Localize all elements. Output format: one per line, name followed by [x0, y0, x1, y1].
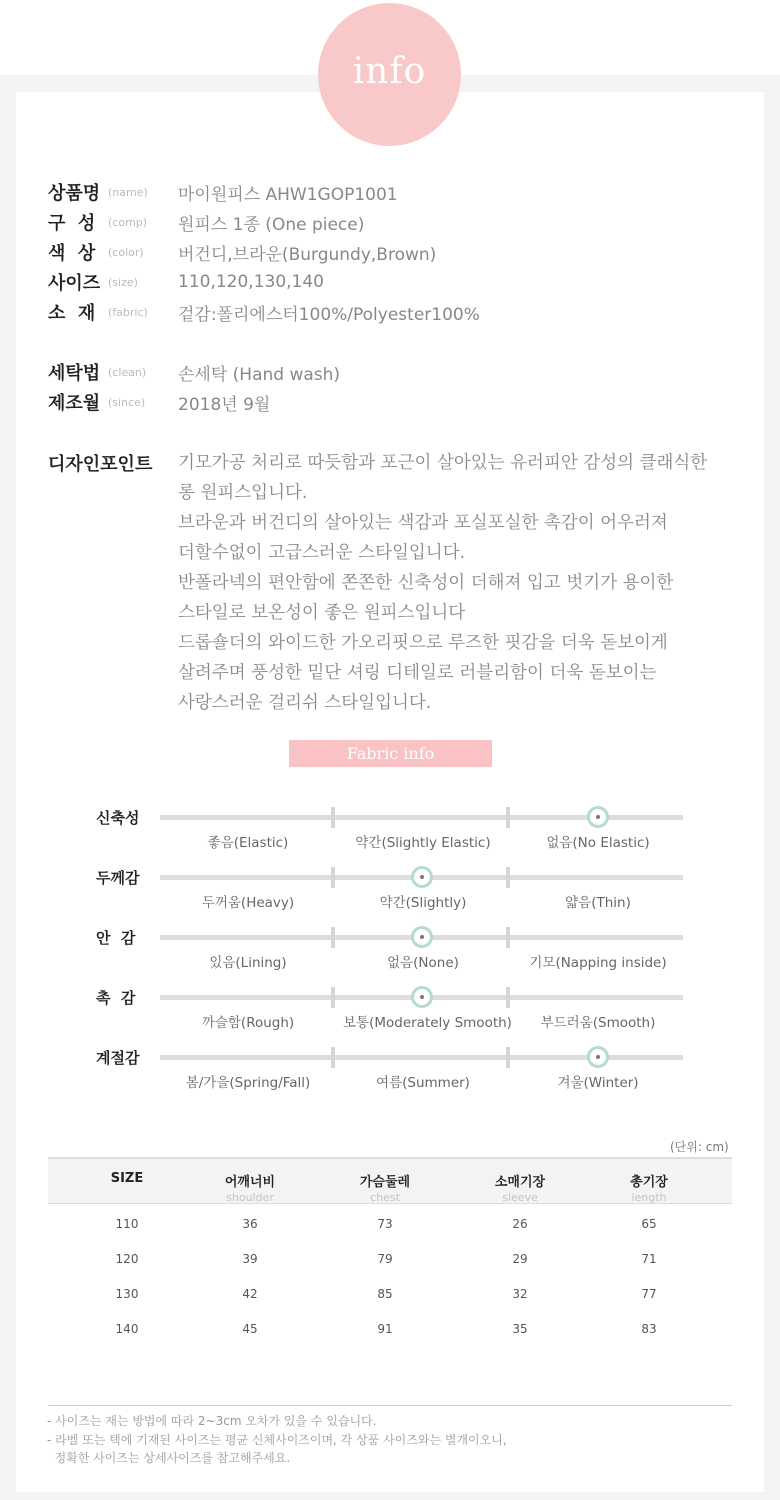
info-sublabel: (fabric) [108, 305, 148, 319]
table-cell: 65 [641, 1217, 657, 1231]
fabric-scale-tick [506, 927, 510, 948]
fabric-scale-option: 보통(Moderately Smooth) [343, 1015, 512, 1031]
fabric-scale-option: 기모(Napping inside) [529, 955, 667, 971]
table-cell: 71 [641, 1252, 657, 1266]
column-header-sublabel: length [631, 1191, 667, 1204]
column-header-sleeve [460, 1159, 580, 1204]
info-value: 손세탁 (Hand wash) [178, 364, 341, 385]
table-cell: 29 [512, 1252, 528, 1266]
fabric-scale-option: 여름(Summer) [376, 1075, 470, 1091]
design-point-line: 반폴라넥의 편안함에 쫀쫀한 신축성이 더해져 입고 벗기가 용이한 [178, 573, 674, 593]
table-cell: 77 [641, 1287, 657, 1301]
fabric-info-banner: Fabric info [289, 740, 492, 767]
fabric-scale-marker [411, 866, 433, 888]
table-cell: 85 [377, 1287, 393, 1301]
fabric-scale-marker [411, 986, 433, 1008]
fabric-scale-label: 두께감 [96, 869, 140, 887]
column-header-size [67, 1159, 187, 1186]
fabric-scale-option: 얇음(Thin) [565, 895, 631, 911]
column-header-sublabel: sleeve [502, 1191, 538, 1204]
info-label: 구 성 [48, 213, 96, 234]
table-cell: 26 [512, 1217, 528, 1231]
info-label: 사이즈 [48, 273, 101, 294]
design-point-line: 더할수없이 고급스러운 스타일입니다. [178, 543, 466, 563]
fabric-scale-option: 없음(No Elastic) [546, 835, 650, 851]
fabric-scale-option: 까슬함(Rough) [201, 1015, 295, 1031]
fabric-scale-label: 안 감 [96, 929, 136, 947]
info-label: 세탁법 [48, 363, 101, 384]
info-value: 버건디,브라운(Burgundy,Brown) [178, 244, 437, 265]
table-cell: 39 [242, 1252, 258, 1266]
design-point-line: 살려주며 풍성한 밑단 셔링 디테일로 러블리함이 더욱 돋보이는 [178, 663, 657, 683]
fabric-scale-option: 약간(Slightly) [379, 895, 467, 911]
info-sublabel: (size) [108, 275, 138, 289]
fabric-scale-option: 부드러움(Smooth) [540, 1015, 656, 1031]
design-point-line: 기모가공 처리로 따듯함과 포근이 살아있는 유러피안 감성의 클래식한 [178, 453, 708, 473]
fabric-scale-tick [506, 807, 510, 828]
size-table-header [48, 1157, 732, 1204]
table-cell: 42 [242, 1287, 258, 1301]
fabric-scale-option: 좋음(Elastic) [207, 835, 289, 851]
fabric-scale-label: 계절감 [96, 1049, 140, 1067]
fabric-scale-tick [331, 867, 335, 888]
column-header-chest [325, 1159, 445, 1204]
design-point-line: 브라운과 버건디의 살아있는 색감과 포실포실한 촉감이 어우러져 [178, 513, 668, 533]
fabric-scale-label: 촉 감 [96, 989, 136, 1007]
table-cell: 73 [377, 1217, 393, 1231]
table-cell: 110 [115, 1217, 139, 1231]
info-sublabel: (color) [108, 245, 144, 259]
note-line: 정확한 사이즈는 상세사이즈를 참고해주세요. [47, 1451, 291, 1465]
table-cell: 79 [377, 1252, 393, 1266]
design-point-line: 사랑스러운 걸리쉬 스타일입니다. [178, 693, 432, 713]
column-header-sublabel: chest [370, 1191, 400, 1204]
table-cell: 45 [242, 1322, 258, 1336]
column-header-sublabel: shoulder [226, 1191, 274, 1204]
table-cell: 36 [242, 1217, 258, 1231]
info-row-since [48, 390, 270, 414]
info-label: 소 재 [48, 303, 96, 324]
table-cell: 140 [115, 1322, 139, 1336]
fabric-scale-tick [506, 1047, 510, 1068]
fabric-scale-option: 없음(None) [387, 955, 459, 971]
design-point-text [178, 448, 738, 718]
fabric-scale-tick [331, 987, 335, 1008]
table-cell: 130 [115, 1287, 139, 1301]
info-sublabel: (since) [108, 395, 146, 409]
table-cell: 91 [377, 1322, 393, 1336]
info-row-comp [48, 210, 364, 234]
column-header-label: 총기장 [630, 1175, 668, 1190]
column-header-label: 가슴둘레 [359, 1175, 411, 1190]
column-header-label: 어깨너비 [224, 1175, 276, 1190]
info-row-fabric [48, 300, 480, 324]
info-sublabel: (clean) [108, 365, 147, 379]
note-line: - 라벨 또는 택에 기재된 사이즈는 평균 신체사이즈이며, 각 상품 사이즈와는 별개이오니, [47, 1433, 507, 1447]
info-value: 110,120,130,140 [178, 272, 325, 292]
column-header-shoulder [190, 1159, 310, 1204]
fabric-scale-option: 봄/가을(Spring/Fall) [185, 1075, 311, 1091]
column-header-label: 소매기장 [494, 1175, 546, 1190]
design-point-label: 디자인포인트 [48, 454, 153, 475]
info-label: 색 상 [48, 243, 96, 264]
info-row-name [48, 180, 398, 204]
footer-divider [48, 1405, 732, 1406]
fabric-scale-label: 신축성 [96, 809, 140, 827]
info-badge [318, 3, 461, 146]
column-header-label: SIZE [110, 1171, 144, 1186]
unit-label: (단위: cm) [670, 1140, 729, 1154]
info-sublabel: (comp) [108, 215, 148, 229]
info-value: 마이원피스 AHW1GOP1001 [178, 184, 398, 205]
fabric-scale-marker [411, 926, 433, 948]
info-label: 상품명 [48, 183, 101, 204]
info-badge-text: info [352, 51, 427, 92]
info-label: 제조월 [48, 393, 101, 414]
table-cell: 120 [115, 1252, 139, 1266]
fabric-scale-option: 겨울(Winter) [557, 1075, 639, 1091]
info-row-color [48, 240, 436, 264]
table-cell: 35 [512, 1322, 528, 1336]
fabric-scale-tick [506, 987, 510, 1008]
fabric-scale-tick [331, 807, 335, 828]
design-point-line: 롱 원피스입니다. [178, 483, 308, 503]
info-row-clean [48, 360, 340, 384]
fabric-scale-tick [506, 867, 510, 888]
info-value: 원피스 1종 (One piece) [178, 214, 365, 235]
note-line: - 사이즈는 재는 방법에 따라 2~3cm 오차가 있을 수 있습니다. [47, 1414, 377, 1428]
fabric-scale-tick [331, 1047, 335, 1068]
fabric-scale-option: 약간(Slightly Elastic) [355, 835, 491, 851]
info-row-size [48, 270, 324, 294]
info-value: 겉감:폴리에스터100%/Polyester100% [178, 304, 480, 325]
column-header-length [589, 1159, 709, 1204]
info-value: 2018년 9월 [178, 394, 271, 415]
info-sublabel: (name) [108, 185, 148, 199]
fabric-scale-option: 두꺼움(Heavy) [201, 895, 295, 911]
fabric-scale-tick [331, 927, 335, 948]
design-point-line: 드롭숄더의 와이드한 가오리핏으로 루즈한 핏감을 더욱 돋보이게 [178, 633, 668, 653]
fabric-scale-option: 있음(Lining) [209, 955, 287, 971]
design-point-line: 스타일로 보온성이 좋은 원피스입니다 [178, 603, 466, 623]
table-cell: 83 [641, 1322, 657, 1336]
table-cell: 32 [512, 1287, 528, 1301]
